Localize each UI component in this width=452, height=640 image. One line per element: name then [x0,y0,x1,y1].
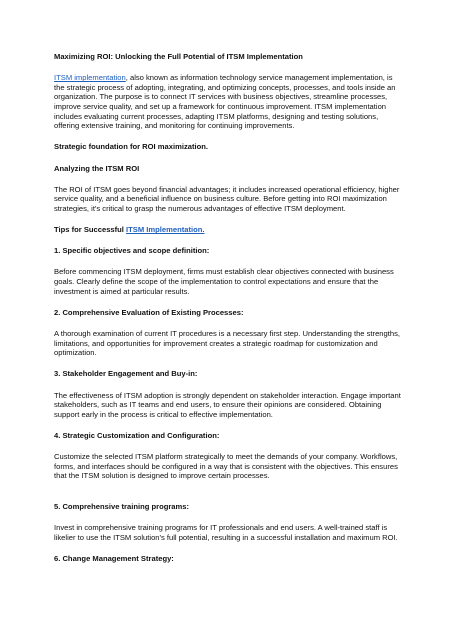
section-1-heading: 1. Specific objectives and scope definition: [54,246,210,256]
document-title: Maximizing ROI: Unlocking the Full Potential of ITSM Implementation [54,52,303,61]
strategic-heading: Strategic foundation for ROI maximization. [54,142,208,152]
section-2-paragraph: A thorough examination of current IT procedures is a necessary first step. Understanding the strengths, limitations, and opportunities for improvement creates a strategic roadmap for customization and optimization. [54,329,400,358]
section-2-heading: 2. Comprehensive Evaluation of Existing Processes: [54,307,244,317]
itsm-implementation-heading-link[interactable]: ITSM Implementation. [126,225,205,235]
tips-heading [54,225,404,235]
section-1-paragraph: Before commencing ITSM deployment, firms must establish clear objectives connected with business goals. Clearly define the scope of the implementation to control expectations and ensure that the investment is aimed at particular results. [54,267,394,296]
section-5-paragraph: Invest in comprehensive training programs for IT professionals and end users. A well-trained staff is likelier to use the ITSM solution's full potential, resulting in a successful installation and maximum ROI. [54,523,398,542]
section-3-paragraph: The effectiveness of ITSM adoption is strongly dependent on stakeholder interaction. Engage important stakeholders, such as IT teams and end users, to ensure their opinions are considered. Obtaining support early in the process is critical to effective implementation. [54,390,401,419]
section-6-heading: 6. Change Management Strategy: [54,553,174,563]
analyzing-heading: Analyzing the ITSM ROI [54,163,140,173]
tips-heading-prefix: Tips for Successful [54,225,127,235]
section-4-heading: 4. Strategic Customization and Configuration: [54,430,220,440]
section-4-paragraph: Customize the selected ITSM platform strategically to meet the demands of your company. Workflows, forms, and interfaces should be configured in a way that is consistent with the objectives. This ensures that the ITSM solution is designed to improve certain processes. [54,452,398,481]
itsm-implementation-link[interactable]: ITSM implementation [54,73,126,83]
section-5-heading: 5. Comprehensive training programs: [54,501,190,511]
intro-paragraph [54,73,404,131]
document-body [54,52,404,564]
section-3-heading: 3. Stakeholder Engagement and Buy-in: [54,369,198,379]
intro-text: , also known as information technology service management implementation, is the strategic process of adopting, integrating, and optimizing concepts, processes, and tools inside an organization. The purpose is to connect IT services with business objectives, streamline processes, improve service quality, and set up a framework for continuous improvement. ITSM implementation includes evaluating current processes, adapting ITSM platforms, designing and testing solutions, offering extensive training, and monitoring for continuing improvements. [54,73,396,131]
analyzing-paragraph: The ROI of ITSM goes beyond financial advantages; it includes increased operational efficiency, higher service quality, and a beneficial influence on business culture. Before getting into ROI maximization strategies, it's critical to grasp the numerous advantages of effective ITSM deployment. [54,184,400,213]
